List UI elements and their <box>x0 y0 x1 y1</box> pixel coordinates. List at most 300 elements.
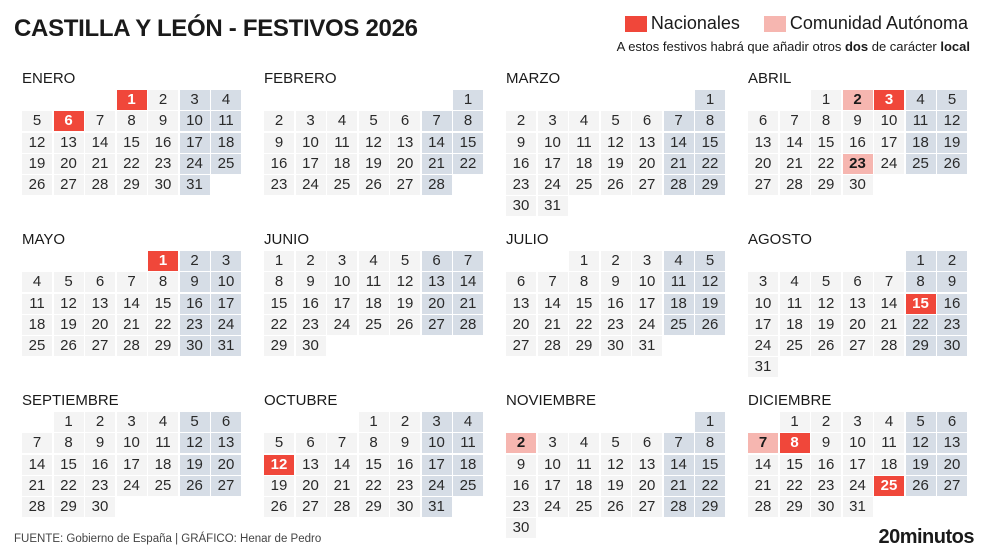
day-cell: 9 <box>811 433 841 453</box>
day-cell: 15 <box>569 294 599 314</box>
day-cell: 11 <box>22 294 52 314</box>
day-cell: 21 <box>538 315 568 335</box>
day-cell: 28 <box>327 497 357 517</box>
day-cell: 12 <box>390 272 420 292</box>
weekend-day-cell: 15 <box>453 133 483 153</box>
day-cell: 22 <box>569 315 599 335</box>
weekend-day-cell: 14 <box>664 133 694 153</box>
month-octubre <box>264 391 483 517</box>
day-cell: 10 <box>843 433 873 453</box>
weekend-day-cell: 28 <box>664 175 694 195</box>
day-cell: 18 <box>22 315 52 335</box>
weekend-day-cell: 29 <box>695 175 725 195</box>
day-cell: 26 <box>811 336 841 356</box>
day-cell: 26 <box>359 175 389 195</box>
month-name: SEPTIEMBRE <box>22 392 119 409</box>
day-cell: 25 <box>569 497 599 517</box>
month-grid <box>264 90 483 195</box>
day-cell: 30 <box>506 518 536 538</box>
day-cell: 15 <box>54 455 84 475</box>
day-cell: 22 <box>54 476 84 496</box>
weekend-day-cell: 21 <box>664 154 694 174</box>
day-cell: 21 <box>874 315 904 335</box>
weekend-day-cell: 5 <box>937 90 967 110</box>
day-cell: 15 <box>359 455 389 475</box>
day-cell: 22 <box>359 476 389 496</box>
month-grid <box>264 251 483 356</box>
day-cell: 23 <box>148 154 178 174</box>
day-cell: 30 <box>296 336 326 356</box>
day-cell: 13 <box>54 133 84 153</box>
day-cell: 10 <box>632 272 662 292</box>
day-cell: 22 <box>264 315 294 335</box>
weekend-day-cell: 22 <box>453 154 483 174</box>
day-cell: 23 <box>296 315 326 335</box>
subtitle <box>617 39 970 54</box>
day-cell: 23 <box>85 476 115 496</box>
day-cell: 14 <box>117 294 147 314</box>
day-cell: 7 <box>780 111 810 131</box>
month-febrero <box>264 69 483 195</box>
weekend-day-cell: 11 <box>664 272 694 292</box>
day-cell: 2 <box>85 412 115 432</box>
day-cell: 20 <box>506 315 536 335</box>
day-cell: 11 <box>327 133 357 153</box>
month-name: JUNIO <box>264 231 309 248</box>
day-cell: 20 <box>54 154 84 174</box>
day-cell: 25 <box>359 315 389 335</box>
day-cell: 13 <box>632 455 662 475</box>
day-cell: 23 <box>506 175 536 195</box>
day-cell: 14 <box>85 133 115 153</box>
weekend-day-cell: 18 <box>211 133 241 153</box>
weekend-day-cell: 29 <box>906 336 936 356</box>
weekend-day-cell: 4 <box>906 90 936 110</box>
day-cell: 1 <box>811 90 841 110</box>
day-cell: 20 <box>843 315 873 335</box>
day-cell: 7 <box>874 272 904 292</box>
day-cell: 11 <box>569 455 599 475</box>
day-cell: 13 <box>748 133 778 153</box>
day-cell: 23 <box>811 476 841 496</box>
day-cell: 21 <box>117 315 147 335</box>
day-cell: 19 <box>601 154 631 174</box>
day-cell: 28 <box>538 336 568 356</box>
month-name: ENERO <box>22 70 76 87</box>
weekend-day-cell: 24 <box>422 476 452 496</box>
day-cell: 16 <box>601 294 631 314</box>
day-cell: 3 <box>843 412 873 432</box>
day-cell: 1 <box>264 251 294 271</box>
weekend-day-cell: 16 <box>180 294 210 314</box>
day-cell: 19 <box>601 476 631 496</box>
weekend-day-cell: 28 <box>664 497 694 517</box>
weekend-day-cell: 7 <box>422 111 452 131</box>
month-grid <box>748 412 967 517</box>
weekend-day-cell: 25 <box>664 315 694 335</box>
day-cell: 29 <box>264 336 294 356</box>
day-cell: 10 <box>538 133 568 153</box>
autonomous-swatch <box>764 16 786 32</box>
day-cell: 12 <box>54 294 84 314</box>
day-cell: 6 <box>506 272 536 292</box>
day-cell: 13 <box>506 294 536 314</box>
national-holiday-cell: 6 <box>54 111 84 131</box>
day-cell: 12 <box>359 133 389 153</box>
weekend-day-cell: 7 <box>664 433 694 453</box>
day-cell: 13 <box>390 133 420 153</box>
national-holiday-cell: 15 <box>906 294 936 314</box>
day-cell: 6 <box>85 272 115 292</box>
day-cell: 3 <box>117 412 147 432</box>
month-name: NOVIEMBRE <box>506 392 597 409</box>
day-cell: 3 <box>632 251 662 271</box>
autonomous-holiday-cell: 23 <box>843 154 873 174</box>
weekend-day-cell: 6 <box>937 412 967 432</box>
weekend-day-cell: 12 <box>906 433 936 453</box>
weekend-day-cell: 21 <box>422 154 452 174</box>
day-cell: 16 <box>390 455 420 475</box>
weekend-day-cell: 3 <box>211 251 241 271</box>
weekend-day-cell: 22 <box>906 315 936 335</box>
weekend-day-cell: 5 <box>906 412 936 432</box>
day-cell: 18 <box>780 315 810 335</box>
day-cell: 8 <box>811 111 841 131</box>
day-cell: 21 <box>22 476 52 496</box>
day-cell: 25 <box>148 476 178 496</box>
day-cell: 13 <box>85 294 115 314</box>
day-cell: 21 <box>748 476 778 496</box>
weekend-day-cell: 15 <box>695 455 725 475</box>
day-cell: 4 <box>148 412 178 432</box>
month-name: FEBRERO <box>264 70 337 87</box>
day-cell: 9 <box>601 272 631 292</box>
day-cell: 16 <box>148 133 178 153</box>
day-cell: 26 <box>54 336 84 356</box>
day-cell: 24 <box>843 476 873 496</box>
day-cell: 10 <box>748 294 778 314</box>
day-cell: 11 <box>874 433 904 453</box>
day-cell: 16 <box>811 455 841 475</box>
day-cell: 10 <box>874 111 904 131</box>
day-cell: 20 <box>390 154 420 174</box>
day-cell: 23 <box>390 476 420 496</box>
day-cell: 28 <box>874 336 904 356</box>
day-cell: 2 <box>811 412 841 432</box>
day-cell: 31 <box>843 497 873 517</box>
weekend-day-cell: 5 <box>695 251 725 271</box>
weekend-day-cell: 3 <box>180 90 210 110</box>
day-cell: 18 <box>874 455 904 475</box>
day-cell: 28 <box>85 175 115 195</box>
weekend-day-cell: 19 <box>180 455 210 475</box>
weekend-day-cell: 1 <box>695 412 725 432</box>
day-cell: 31 <box>748 357 778 377</box>
weekend-day-cell: 20 <box>211 455 241 475</box>
day-cell: 20 <box>296 476 326 496</box>
weekend-day-cell: 17 <box>180 133 210 153</box>
day-cell: 4 <box>874 412 904 432</box>
day-cell: 19 <box>390 294 420 314</box>
weekend-day-cell: 22 <box>695 154 725 174</box>
day-cell: 2 <box>148 90 178 110</box>
month-grid <box>748 251 967 377</box>
day-cell: 12 <box>22 133 52 153</box>
weekend-day-cell: 11 <box>906 111 936 131</box>
month-name: ABRIL <box>748 70 792 87</box>
day-cell: 20 <box>632 476 662 496</box>
day-cell: 9 <box>148 111 178 131</box>
day-cell: 18 <box>148 455 178 475</box>
day-cell: 5 <box>390 251 420 271</box>
weekend-day-cell: 17 <box>211 294 241 314</box>
day-cell: 13 <box>632 133 662 153</box>
day-cell: 31 <box>632 336 662 356</box>
day-cell: 3 <box>296 111 326 131</box>
day-cell: 28 <box>22 497 52 517</box>
day-cell: 19 <box>54 315 84 335</box>
day-cell: 17 <box>327 294 357 314</box>
day-cell: 20 <box>632 154 662 174</box>
day-cell: 15 <box>117 133 147 153</box>
day-cell: 5 <box>601 111 631 131</box>
day-cell: 26 <box>264 497 294 517</box>
day-cell: 5 <box>264 433 294 453</box>
day-cell: 17 <box>843 455 873 475</box>
day-cell: 9 <box>264 133 294 153</box>
subtitle-bold-dos: dos <box>844 39 869 54</box>
weekend-day-cell: 22 <box>695 476 725 496</box>
weekend-day-cell: 1 <box>906 251 936 271</box>
day-cell: 29 <box>54 497 84 517</box>
day-cell: 29 <box>811 175 841 195</box>
day-cell: 19 <box>264 476 294 496</box>
day-cell: 15 <box>780 455 810 475</box>
month-diciembre <box>748 391 967 517</box>
day-cell: 19 <box>359 154 389 174</box>
weekend-day-cell: 1 <box>453 90 483 110</box>
day-cell: 21 <box>327 476 357 496</box>
weekend-day-cell: 9 <box>937 272 967 292</box>
national-holiday-cell: 8 <box>780 433 810 453</box>
day-cell: 4 <box>569 433 599 453</box>
day-cell: 18 <box>569 476 599 496</box>
weekend-day-cell: 27 <box>422 315 452 335</box>
weekend-day-cell: 6 <box>422 251 452 271</box>
day-cell: 11 <box>780 294 810 314</box>
day-cell: 1 <box>569 251 599 271</box>
weekend-day-cell: 26 <box>906 476 936 496</box>
day-cell: 18 <box>359 294 389 314</box>
weekend-day-cell: 31 <box>180 175 210 195</box>
day-cell: 14 <box>780 133 810 153</box>
legend-item-national <box>625 13 740 34</box>
day-cell: 20 <box>748 154 778 174</box>
national-swatch <box>625 16 647 32</box>
day-cell: 21 <box>780 154 810 174</box>
weekend-day-cell: 13 <box>211 433 241 453</box>
day-cell: 24 <box>117 476 147 496</box>
day-cell: 24 <box>874 154 904 174</box>
day-cell: 17 <box>538 476 568 496</box>
day-cell: 30 <box>85 497 115 517</box>
weekend-day-cell: 12 <box>695 272 725 292</box>
day-cell: 27 <box>843 336 873 356</box>
month-grid <box>22 90 241 195</box>
day-cell: 5 <box>359 111 389 131</box>
weekend-day-cell: 12 <box>180 433 210 453</box>
day-cell: 16 <box>843 133 873 153</box>
day-cell: 15 <box>811 133 841 153</box>
day-cell: 26 <box>390 315 420 335</box>
weekend-day-cell: 11 <box>453 433 483 453</box>
weekend-day-cell: 30 <box>180 336 210 356</box>
weekend-day-cell: 16 <box>937 294 967 314</box>
weekend-day-cell: 26 <box>695 315 725 335</box>
day-cell: 28 <box>748 497 778 517</box>
day-cell: 7 <box>22 433 52 453</box>
national-holiday-cell: 3 <box>874 90 904 110</box>
day-cell: 11 <box>148 433 178 453</box>
day-cell: 10 <box>538 455 568 475</box>
weekend-day-cell: 4 <box>664 251 694 271</box>
weekend-day-cell: 24 <box>211 315 241 335</box>
month-grid <box>506 251 725 356</box>
autonomous-holiday-cell: 7 <box>748 433 778 453</box>
day-cell: 4 <box>780 272 810 292</box>
weekend-day-cell: 25 <box>211 154 241 174</box>
source-credit: FUENTE: Gobierno de España | GRÁFICO: Henar de Pedro <box>14 533 322 545</box>
day-cell: 14 <box>538 294 568 314</box>
day-cell: 18 <box>327 154 357 174</box>
day-cell: 16 <box>506 154 536 174</box>
day-cell: 6 <box>296 433 326 453</box>
weekend-day-cell: 21 <box>453 294 483 314</box>
day-cell: 30 <box>601 336 631 356</box>
month-enero <box>22 69 241 195</box>
legend-national-label: Nacionales <box>650 13 740 33</box>
national-holiday-cell: 1 <box>148 251 178 271</box>
day-cell: 30 <box>843 175 873 195</box>
day-cell: 19 <box>811 315 841 335</box>
day-cell: 8 <box>569 272 599 292</box>
day-cell: 9 <box>296 272 326 292</box>
day-cell: 28 <box>117 336 147 356</box>
weekend-day-cell: 24 <box>180 154 210 174</box>
day-cell: 29 <box>117 175 147 195</box>
weekend-day-cell: 1 <box>695 90 725 110</box>
day-cell: 9 <box>506 133 536 153</box>
day-cell: 9 <box>85 433 115 453</box>
day-cell: 30 <box>506 196 536 216</box>
day-cell: 8 <box>264 272 294 292</box>
day-cell: 27 <box>506 336 536 356</box>
day-cell: 8 <box>54 433 84 453</box>
day-cell: 7 <box>538 272 568 292</box>
day-cell: 17 <box>748 315 778 335</box>
day-cell: 9 <box>390 433 420 453</box>
day-cell: 18 <box>569 154 599 174</box>
day-cell: 24 <box>632 315 662 335</box>
weekend-day-cell: 13 <box>937 433 967 453</box>
weekend-day-cell: 25 <box>453 476 483 496</box>
day-cell: 8 <box>117 111 147 131</box>
weekend-day-cell: 26 <box>180 476 210 496</box>
day-cell: 29 <box>569 336 599 356</box>
weekend-day-cell: 20 <box>422 294 452 314</box>
day-cell: 12 <box>811 294 841 314</box>
day-cell: 29 <box>359 497 389 517</box>
day-cell: 9 <box>843 111 873 131</box>
legend-item-autonomous <box>764 13 968 34</box>
weekend-day-cell: 4 <box>211 90 241 110</box>
day-cell: 20 <box>85 315 115 335</box>
month-abril <box>748 69 967 195</box>
day-cell: 2 <box>390 412 420 432</box>
month-name: MAYO <box>22 231 66 248</box>
day-cell: 13 <box>843 294 873 314</box>
weekend-day-cell: 19 <box>937 133 967 153</box>
weekend-day-cell: 19 <box>906 455 936 475</box>
month-agosto <box>748 230 967 377</box>
weekend-day-cell: 10 <box>211 272 241 292</box>
weekend-day-cell: 26 <box>937 154 967 174</box>
day-cell: 7 <box>85 111 115 131</box>
day-cell: 12 <box>601 133 631 153</box>
weekend-day-cell: 14 <box>422 133 452 153</box>
day-cell: 6 <box>632 111 662 131</box>
weekend-day-cell: 13 <box>422 272 452 292</box>
day-cell: 26 <box>22 175 52 195</box>
day-cell: 4 <box>569 111 599 131</box>
day-cell: 3 <box>327 251 357 271</box>
month-grid <box>22 412 241 517</box>
day-cell: 2 <box>601 251 631 271</box>
day-cell: 4 <box>22 272 52 292</box>
month-grid <box>506 90 725 216</box>
month-name: AGOSTO <box>748 231 812 248</box>
day-cell: 25 <box>569 175 599 195</box>
subtitle-pre: A estos festivos habrá que añadir otros <box>616 39 845 54</box>
weekend-day-cell: 2 <box>937 251 967 271</box>
day-cell: 10 <box>117 433 147 453</box>
day-cell: 22 <box>811 154 841 174</box>
weekend-day-cell: 5 <box>180 412 210 432</box>
autonomous-holiday-cell: 2 <box>843 90 873 110</box>
day-cell: 22 <box>780 476 810 496</box>
weekend-day-cell: 23 <box>937 315 967 335</box>
national-holiday-cell: 12 <box>264 455 294 475</box>
weekend-day-cell: 20 <box>937 455 967 475</box>
day-cell: 8 <box>148 272 178 292</box>
day-cell: 22 <box>117 154 147 174</box>
day-cell: 30 <box>390 497 420 517</box>
weekend-day-cell: 12 <box>937 111 967 131</box>
day-cell: 31 <box>538 196 568 216</box>
day-cell: 2 <box>264 111 294 131</box>
day-cell: 12 <box>601 455 631 475</box>
day-cell: 17 <box>538 154 568 174</box>
weekend-day-cell: 18 <box>664 294 694 314</box>
month-junio <box>264 230 483 356</box>
day-cell: 26 <box>601 175 631 195</box>
day-cell: 2 <box>296 251 326 271</box>
day-cell: 4 <box>359 251 389 271</box>
day-cell: 24 <box>748 336 778 356</box>
day-cell: 17 <box>117 455 147 475</box>
day-cell: 23 <box>601 315 631 335</box>
month-grid <box>506 412 725 538</box>
